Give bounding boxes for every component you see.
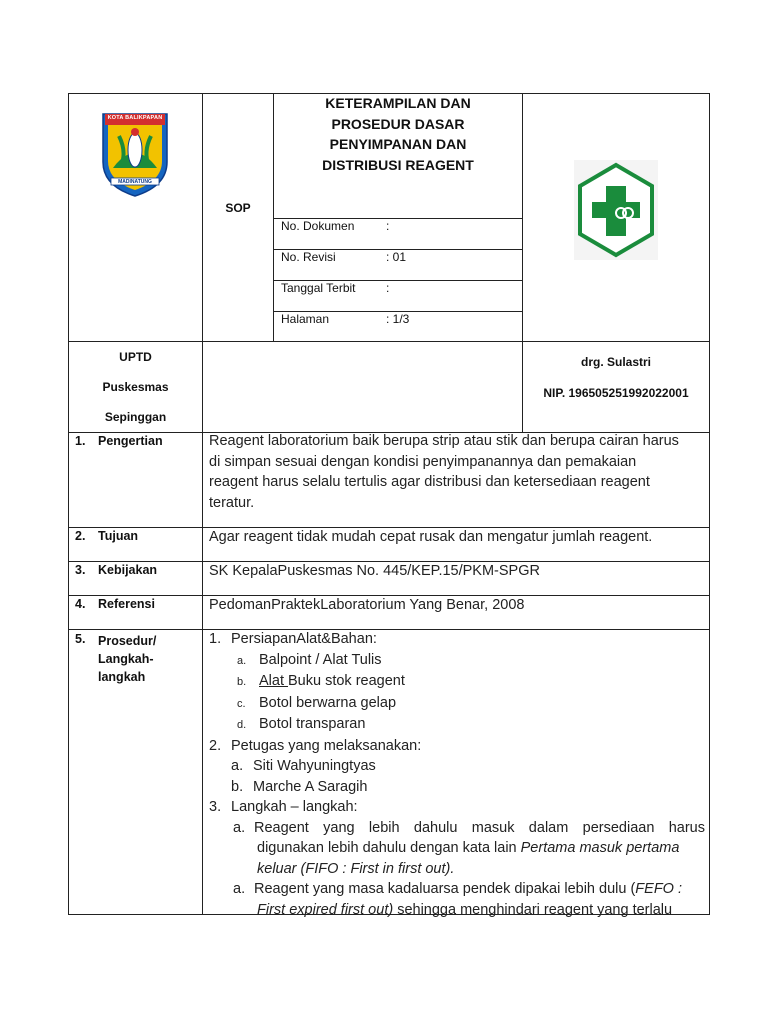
document-title	[274, 93, 522, 175]
meta-label-dokumen: No. Dokumen	[281, 219, 355, 233]
org-line: Sepinggan	[104, 410, 167, 424]
section-number: 1.	[75, 434, 86, 448]
meta-value-revisi: : 01	[386, 250, 407, 264]
procedure-step	[209, 629, 705, 650]
section-label-kebijakan: Kebijakan	[98, 563, 158, 577]
section-label-prosedur	[98, 632, 156, 686]
title-line: PENYIMPANAN DAN	[329, 136, 467, 152]
title-line: DISTRIBUSI REAGENT	[322, 156, 474, 173]
kebijakan-text: SK KepalaPuskesmas No. 445/KEP.15/PKM-SPGR	[209, 563, 540, 579]
item-letter: a.	[233, 819, 246, 836]
list-item	[209, 671, 705, 693]
pengertian-text	[209, 431, 705, 513]
item-italic-text: First expired first out)	[257, 901, 394, 918]
item-text: Balpoint / Alat Tulis	[259, 651, 382, 668]
item-text: Siti Wahyuningtyas	[253, 758, 376, 774]
section-number: 5.	[75, 632, 86, 646]
list-item	[209, 777, 705, 798]
meta-label-halaman: Halaman	[281, 312, 330, 326]
tujuan-text: Agar reagent tidak mudah cepat rusak dan mengatur jumlah reagent.	[209, 529, 653, 545]
table-border-right	[709, 93, 710, 915]
meta-value-dokumen: :	[386, 219, 390, 233]
logo-bottom-text: MADINATUNG	[118, 179, 152, 185]
item-text: Botol berwarna gelap	[259, 694, 397, 711]
step-number: 1.	[209, 631, 222, 647]
list-item	[209, 879, 705, 920]
step-number: 3.	[209, 799, 222, 815]
list-item	[209, 693, 705, 715]
item-italic-text: FEFO :	[635, 881, 683, 897]
section-number: 3.	[75, 563, 86, 577]
section-label-tujuan: Tujuan	[98, 529, 139, 543]
item-text: Reagent yang masa kadaluarsa pendek dipakai lebih dulu (	[254, 881, 636, 897]
label-line: Langkah-	[98, 652, 154, 666]
label-line: Prosedur/	[98, 634, 157, 648]
step-title: PersiapanAlat&Bahan:	[231, 631, 377, 647]
meta-value-halaman: : 1/3	[386, 312, 410, 326]
label-line: langkah	[98, 670, 146, 684]
org-line: Puskesmas	[102, 380, 169, 394]
item-letter: a.	[233, 881, 246, 897]
sop-label: SOP	[225, 201, 251, 215]
procedure-body	[209, 629, 705, 920]
section-label-referensi: Referensi	[98, 597, 155, 611]
signer-name: drg. Sulastri	[580, 355, 651, 369]
step-number: 2.	[209, 737, 222, 754]
list-item	[209, 714, 705, 736]
title-line: KETERAMPILAN DAN	[325, 95, 471, 111]
column-divider-right	[522, 93, 523, 432]
section-number: 2.	[75, 529, 86, 543]
text-line: Reagent laboratorium baik berupa strip atau stik dan berupa cairan harus	[209, 433, 679, 449]
procedure-step	[209, 736, 705, 757]
text-line: teratur.	[209, 494, 255, 511]
item-text: digunakan lebih dahulu dengan kata lain	[257, 840, 521, 856]
step-title: Petugas yang melaksanakan:	[231, 737, 422, 754]
meta-value-tanggal: :	[386, 281, 390, 295]
item-letter: d.	[237, 719, 247, 731]
list-item	[209, 818, 705, 880]
item-text: Botol transparan	[259, 716, 366, 732]
text-line: reagent harus selalu tertulis agar distribusi dan ketersediaan reagent	[209, 474, 650, 490]
item-letter: a.	[237, 654, 247, 667]
signer-nip: NIP. 196505251992022001	[543, 386, 689, 400]
item-letter: b.	[231, 778, 244, 795]
step-title: Langkah – langkah:	[231, 799, 358, 815]
organization-name	[69, 342, 202, 432]
item-italic-text: Pertama masuk pertama	[520, 840, 680, 856]
procedure-step	[209, 797, 705, 818]
org-line: UPTD	[119, 350, 152, 364]
column-divider-main	[202, 93, 203, 915]
item-text: Buku stok reagent	[288, 673, 405, 689]
section-label-pengertian: Pengertian	[98, 434, 163, 448]
meta-label-revisi: No. Revisi	[281, 250, 336, 264]
item-underlined-text: Alat	[259, 673, 289, 689]
item-text: sehingga menghindari reagent yang terlalu	[393, 901, 673, 918]
list-item	[209, 756, 705, 777]
item-letter: c.	[237, 697, 246, 710]
title-line: PROSEDUR DASAR	[331, 115, 465, 132]
logo-top-text: KOTA BALIKPAPAN	[107, 115, 163, 121]
item-letter: b.	[237, 676, 247, 688]
list-item	[209, 650, 705, 672]
item-italic-text: keluar (FIFO : First in first out).	[257, 860, 455, 877]
table-border-left	[68, 93, 69, 915]
meta-label-tanggal: Tanggal Terbit	[281, 281, 356, 295]
item-letter: a.	[231, 758, 244, 774]
item-text: Marche A Saragih	[253, 778, 368, 795]
section-number: 4.	[75, 597, 86, 611]
referensi-text: PedomanPraktekLaboratorium Yang Benar, 2008	[209, 597, 525, 613]
item-text: Reagent yang lebih dahulu masuk dalam persediaan harus	[254, 819, 705, 836]
text-line: di simpan sesuai dengan kondisi penyimpanannya dan pemakaian	[209, 453, 637, 470]
city-coat-of-arms-logo	[97, 108, 173, 198]
puskesmas-logo	[574, 160, 658, 260]
